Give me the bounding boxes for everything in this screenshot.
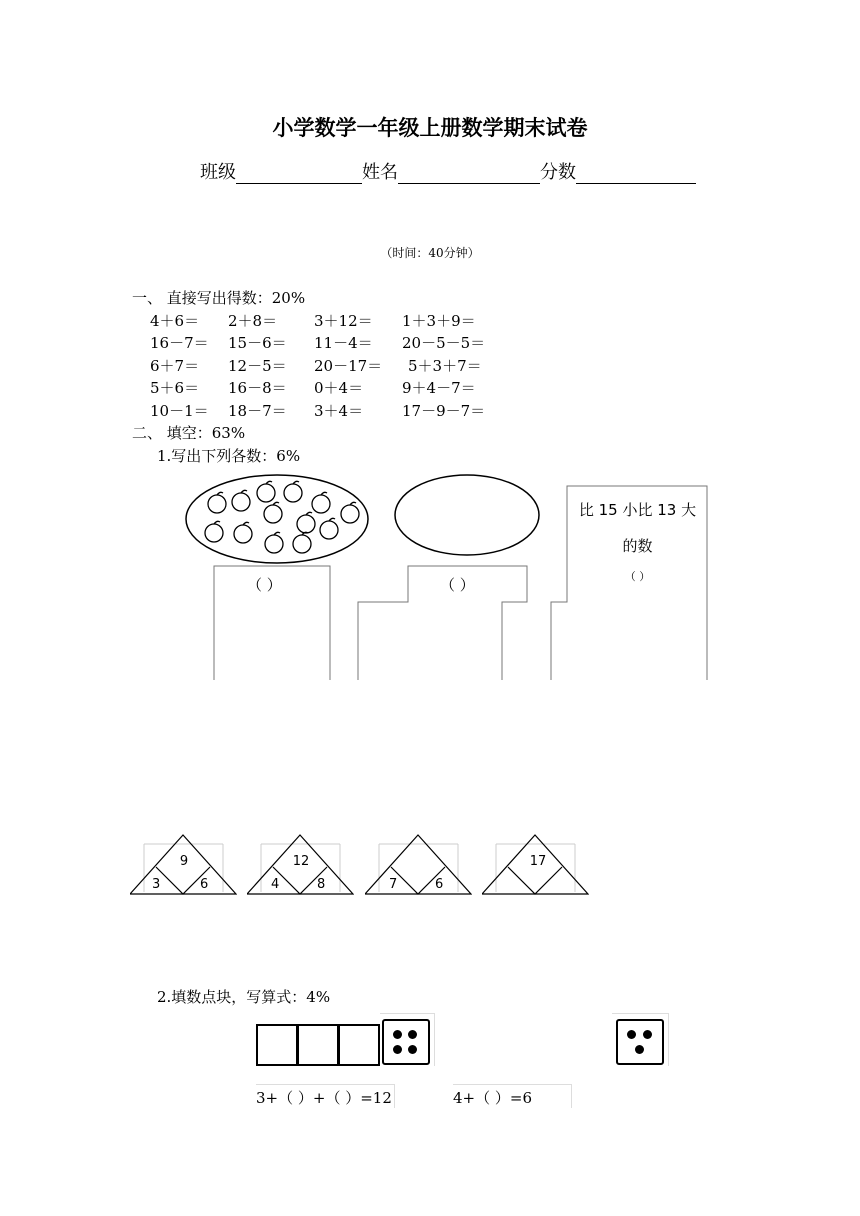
q1-label: 1.写出下列各数：6% (157, 447, 301, 465)
problem: 12－5＝ (228, 357, 287, 375)
apple-icons (205, 481, 359, 553)
house-top-number: 9 (179, 854, 189, 869)
apple-icon (264, 502, 282, 523)
problem: 11－4＝ (314, 334, 373, 352)
house-right-number: 6 (435, 877, 444, 892)
problem: 10－1＝ (150, 402, 209, 420)
problem: 16－8＝ (228, 379, 287, 397)
section2-heading: 二、 填空：63% (132, 424, 246, 442)
empty-dot-square[interactable] (256, 1024, 298, 1066)
empty-oval (395, 475, 539, 555)
problem: 1＋3＋9＝ (402, 312, 476, 330)
dice-frame (380, 1013, 435, 1066)
dice-frame (612, 1013, 669, 1066)
class-label: 班级 (200, 162, 236, 183)
riddle-line-2: 的数 (622, 537, 653, 555)
dice-dot (393, 1030, 402, 1039)
dice-dot (643, 1030, 652, 1039)
dice-dot (627, 1030, 636, 1039)
apple-oval (186, 475, 368, 563)
page-title: 小学数学一年级上册数学期末试卷 (272, 115, 588, 140)
house-left-number: 3 (152, 877, 161, 892)
dice-three (616, 1019, 664, 1065)
problem: 5＋3＋7＝ (408, 357, 482, 375)
number-house (130, 832, 237, 904)
house-left-number: 7 (389, 877, 398, 892)
apple-icon (205, 521, 223, 542)
apple-icon (234, 522, 252, 543)
dice-dot (408, 1030, 417, 1039)
problem: 15－6＝ (228, 334, 287, 352)
apple-icon (265, 532, 283, 553)
house-right-number: 6 (200, 877, 209, 892)
q2-label: 2.填数点块，写算式：4% (157, 988, 331, 1006)
apple-icon (257, 481, 275, 502)
problem: 6＋7＝ (150, 357, 200, 375)
dice-four (382, 1019, 430, 1065)
apple-icon (312, 492, 330, 513)
problem: 5＋6＝ (150, 379, 200, 397)
apple-icon (293, 532, 311, 553)
score-label: 分数 (540, 162, 576, 183)
time-limit: （时间：40分钟） (380, 246, 480, 260)
empty-dot-square[interactable] (338, 1024, 380, 1066)
house-top-number: 17 (529, 854, 547, 869)
answer-paren-2[interactable]: （ ） (440, 576, 475, 594)
apple-icon (320, 518, 338, 539)
dice-dot (393, 1045, 402, 1054)
dice-dot (408, 1045, 417, 1054)
equation-1: 3+（ ）+（ ）=12 (256, 1084, 395, 1108)
equation-2: 4+（ ）=6 (453, 1084, 572, 1108)
answer-paren-3[interactable]: （ ） (624, 570, 651, 583)
house-left-number: 4 (271, 877, 280, 892)
problem: 0＋4＝ (314, 379, 364, 397)
problem: 2＋8＝ (228, 312, 278, 330)
problem: 17－9－7＝ (402, 402, 486, 420)
dice-dot (635, 1045, 644, 1054)
apple-icon (208, 492, 226, 513)
number-house (482, 832, 589, 904)
house-right-number: 8 (317, 877, 326, 892)
problem: 16－7＝ (150, 334, 209, 352)
problem: 9＋4－7＝ (402, 379, 476, 397)
problem: 3＋12＝ (314, 312, 373, 330)
house-top-number: 12 (292, 854, 310, 869)
riddle-line-1: 比 15 小比 13 大 (578, 501, 697, 519)
problem: 4＋6＝ (150, 312, 200, 330)
apple-icon (232, 490, 250, 511)
section1-heading: 一、 直接写出得数：20% (132, 289, 306, 307)
number-house (247, 832, 354, 904)
problem: 3＋4＝ (314, 402, 364, 420)
apple-icon (341, 502, 359, 523)
name-label: 姓名 (362, 162, 398, 183)
problem: 20－17＝ (314, 357, 383, 375)
answer-paren-1[interactable]: （ ） (247, 576, 282, 594)
problem: 18－7＝ (228, 402, 287, 420)
problem: 20－5－5＝ (402, 334, 486, 352)
apple-icon (284, 481, 302, 502)
number-house (365, 832, 472, 904)
empty-dot-square[interactable] (297, 1024, 339, 1066)
apple-icon (297, 512, 315, 533)
